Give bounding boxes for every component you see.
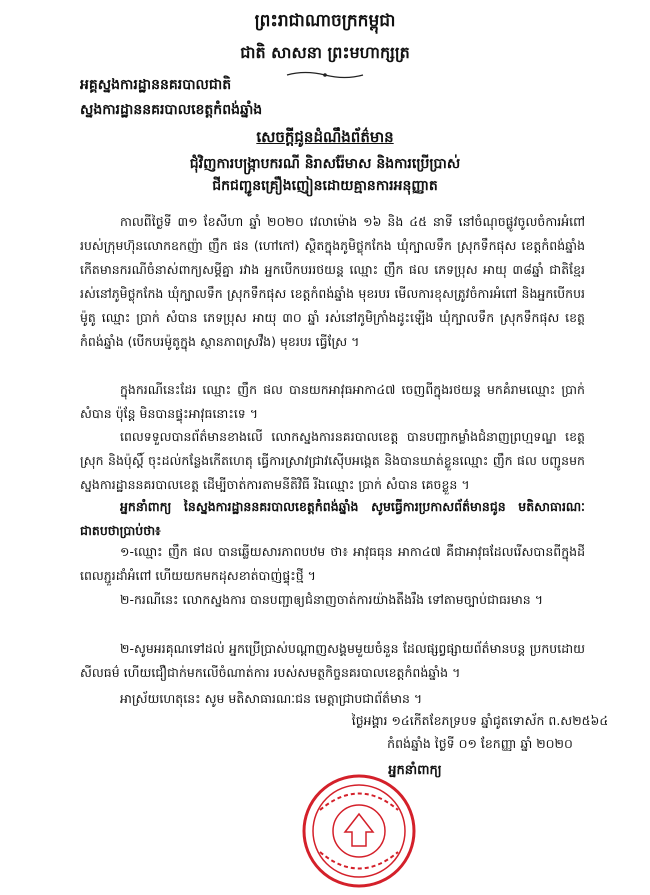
organization-line-1: អគ្គស្នងការដ្ឋាននគរបាលជាតិ — [80, 77, 232, 93]
kingdom-heading: ព្រះរាជាណាចក្រកម្ពុជា — [254, 11, 396, 31]
paragraph-1: កាលពីថ្ងៃទី ៣១ ខែសីហា ឆ្នាំ ២០២០ វេលាម៉ោង ១៦ និង ៤៥ នាទី នៅចំណុចផ្លូវចូលចំការអំពៅរបស់ក្រុមហ៊ុនលោកឧកញ៉ា ញឹក ផន (ហៅកៅ) ស្ថិតក្នុងភូមិថ្លុកកែង ឃុំក្បាលទឹក ស្រុកទឹកផុស ខេត្តកំពង់ឆ្នាំង កើតមានករណីចំនាស់ពាក្យសម្តីគ្នា រវាង អ្នកបើកបររថយន្ត ឈ្មោះ ញឹក ផល ភេទប្រុស អាយុ ៣៨ឆ្នាំ ជាតិខ្មែរ រស់នៅភូមិថ្លុកកែង ឃុំក្បាលទឹក ស្រុកទឹកផុស ខេត្តកំពង់ឆ្នាំង មុខរបរ មើលការខុសត្រូវចំការអំពៅ និងអ្នកបើកបរម៉ូតូ ឈ្មោះ ប្រាក់ សំបាន ភេទប្រុស អាយុ ៣០ ឆ្នាំ រស់នៅភូមិក្រាំងដូះឡើង ឃុំក្បាលទឹក ស្រុកទឹកផុស ខេត្តកំពង់ឆ្នាំង (បើកបរម៉ូតូក្នុង ស្ថានភាពស្រវឹង) មុខរបរ ធ្វើស្រែ ។ — [80, 214, 585, 349]
date-solar: កំពង់ឆ្នាំង ថ្ងៃទី ០១ ខែកញ្ញា ឆ្នាំ ២០២០ — [387, 736, 573, 751]
ornament-divider-icon — [285, 70, 365, 80]
paragraph-closing: អាស្រ័យហេតុនេះ សូម មតិសាធារណៈជន មេត្តាជ្រាបជាព័ត៌មាន ។ — [120, 691, 423, 706]
document-title: សេចក្តីជូនដំណឹងព័ត៌មាន — [256, 128, 394, 146]
national-motto: ជាតិ សាសនា ព្រះមហាក្សត្រ — [240, 43, 410, 62]
paragraph-2: ក្នុងករណីនេះដែរ ឈ្មោះ ញឹក ផល បានយកអាវុធអាកា៤៧ ចេញពីក្នុងរថយន្ត មកគំរាមឈ្មោះ ប្រាក់ សំបាន ប៉ុន្តែ មិនបានផ្ទុះអាវុធនោះទេ ។ — [80, 382, 585, 421]
document-subtitle-1: ជុំវិញការបង្ក្រាបករណី និរាសរ៉ែមាស និងការប្រើប្រាស់ — [189, 156, 461, 172]
signer-title: អ្នកនាំពាក្យ — [388, 763, 442, 778]
document-subtitle-2: ជីកជញ្ជូនគ្រឿងញៀនដោយគ្មានការអនុញ្ញាត — [212, 178, 438, 194]
date-lunar: ថ្ងៃអង្គារ ១៤កើតខែភទ្របទ ឆ្នាំជូតទោស័ក ព.ស២៥៦៤ — [351, 713, 609, 728]
paragraph-point-1: ១-ឈ្មោះ ញឹក ផល បានឆ្លើយសារភាពបឋម ថា៖ អាវុធធុន អាកា៤៧ គឺជាអាវុធដែលរើសបានពីក្នុងដីពេលភ្ជួរដាំអំពៅ ហើយយកមកដុសខាត់បាញ់ផ្ទុះថ្មី ។ — [80, 544, 585, 583]
paragraph-4-spokesperson: អ្នកនាំពាក្យ នៃស្នងការដ្ឋាននគរបាលខេត្តកំពង់ឆ្នាំង សូមធ្វើការប្រកាសព័ត៌មានជូន មតិសាធារណៈជាតបថាប្រាប់ថា៖ — [80, 499, 585, 538]
paragraph-point-3: ២-សូមអរគុណទៅដល់ អ្នកប្រើប្រាស់បណ្តាញសង្គមមួយចំនួន ដែលផ្សព្វផ្សាយព័ត៌មានបន្ត ប្រកបដោយសីលធម៌ ហើយជឿជាក់មកលើចំណាត់ការ របស់សមត្ថកិច្ចនគរបាលខេត្តកំពង់ឆ្នាំង ។ — [80, 641, 585, 680]
official-seal-icon — [300, 772, 418, 890]
paragraph-3: ពេលទទួលបានព័ត៌មានខាងលើ លោកស្នងការនគរបាលខេត្ត បានបញ្ជាកម្លាំងជំនាញព្រហ្មទណ្ឌ ខេត្ត ស្រុក និងប៉ុស្តិ៍ ចុះដល់កន្លែងកើតហេតុ ធ្វើការស្រាវជ្រាវស៊ើបអង្កេត និងបានឃាត់ខ្លួនឈ្មោះ ញឹក ផល បញ្ជូនមកស្នងការដ្ឋាននគរបាលខេត្ត ដើម្បីចាត់ការតាមនីតិវិធី រីឯឈ្មោះ ប្រាក់ សំបាន គេចខ្លួន ។ — [80, 429, 585, 492]
paragraph-point-2: ២-ករណីនេះ លោកស្នងការ បានបញ្ជាឲ្យជំនាញចាត់ការយ៉ាងតឹងរឹង ទៅតាមច្បាប់ជាធរមាន ។ — [120, 592, 543, 607]
organization-line-2: ស្នងការដ្ឋាននគរបាលខេត្តកំពង់ឆ្នាំង — [80, 102, 263, 118]
